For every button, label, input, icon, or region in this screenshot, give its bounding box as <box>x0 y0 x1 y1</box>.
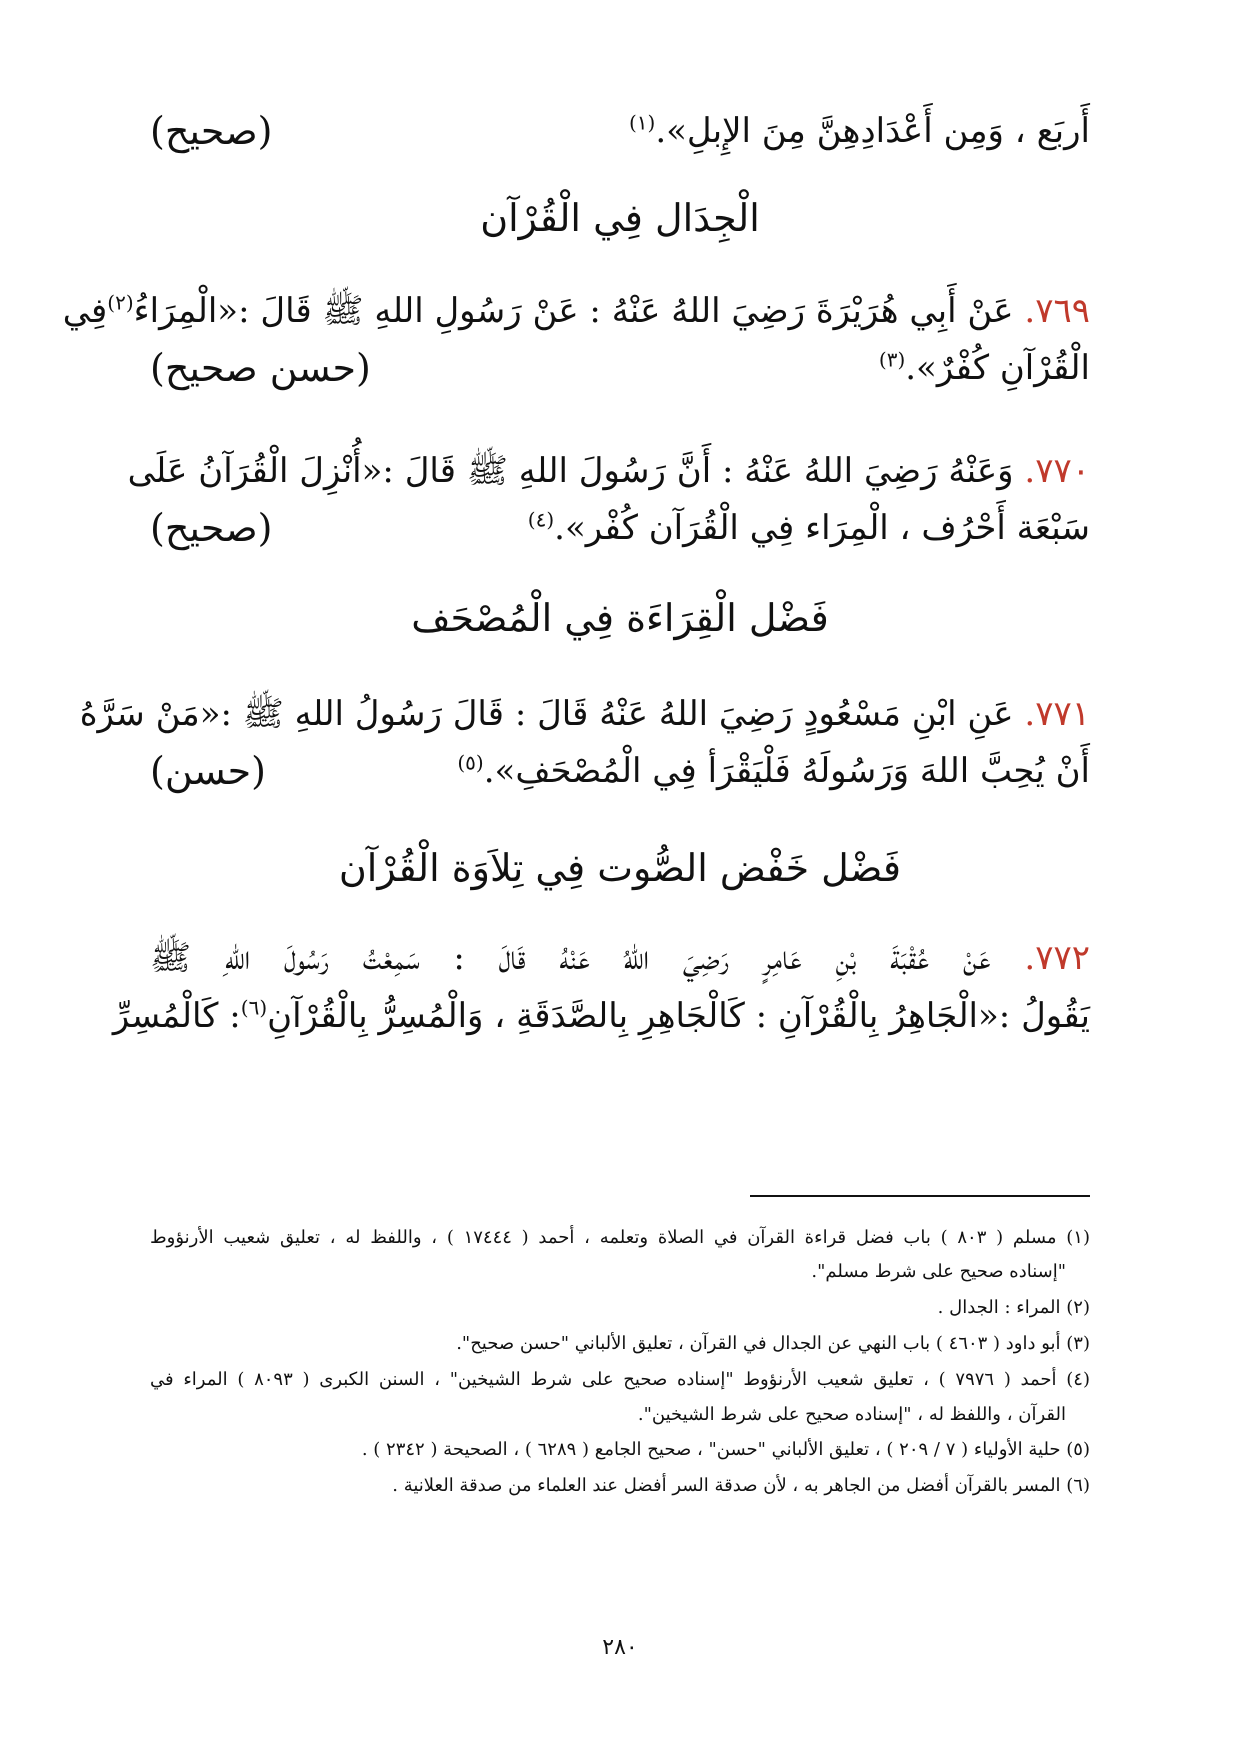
section-heading: فَضْل الْقِرَاءَة فِي الْمُصْحَف <box>411 596 829 640</box>
footnote-text: (٥) حلية الأولياء ( ٧ / ٢٠٩ ) ، تعليق الألباني "حسن" ، صحيح الجامع ( ٦٢٨٩ ) ، الصحيحة ( ٢٣٤٢ ) . <box>361 1439 1090 1460</box>
hadith-text-part: أَنْ يُحِبَّ اللهَ وَرَسُولَهُ فَلْيَقْرَأ فِي الْمُصْحَفِ». <box>483 751 1090 791</box>
hadith-text-part: عَنْ عُقْبَةَ بْنِ عَامِرٍ رَضِيَ اللهُ عَنْهُ قَالَ : سَمِعْتُ رَسُولَ اللهِ ﷺ <box>150 938 991 978</box>
grade-label: (صحيح) <box>150 109 273 153</box>
footnote-ref-4[interactable]: (٤) <box>527 507 555 532</box>
hadith-number: ٧٧١. <box>1024 694 1090 734</box>
footnote-ref-5[interactable]: (٥) <box>457 750 484 775</box>
footnote-text: (٦) المسر بالقرآن أفضل من الجاهر به ، لأن صدقة السر أفضل عند العلماء من صدقة العلانية . <box>392 1475 1090 1496</box>
grade-label: (حسن صحيح) <box>150 346 371 390</box>
hadith-text <box>150 932 1090 984</box>
footnote-text: (٣) أبو داود ( ٤٦٠٣ ) باب النهي عن الجدال في القرآن ، تعليق الألباني "حسن صحيح". <box>456 1333 1090 1354</box>
hadith-text-part: يَقُولُ :«الْجَاهِرُ بِالْقُرْآنِ : كَالْجَاهِرِ بِالصَّدَقَةِ ، وَالْمُسِرُّ بِالْقُرْآنِ <box>267 996 1090 1036</box>
hadith-text-part: سَبْعَة أَحْرُف ، الْمِرَاء فِي الْقُرَآن كُفْر». <box>554 508 1090 548</box>
section-heading: الْجِدَال فِي الْقُرْآن <box>480 196 760 240</box>
hadith-769-line-1 <box>62 285 1090 337</box>
footnote-text: "إسناده صحيح على شرط مسلم". <box>811 1261 1066 1282</box>
hadith-text <box>457 745 1090 797</box>
section-heading: فَضْل خَفْض الصُّوت فِي تِلاَوَة الْقُرْآن <box>338 846 902 890</box>
hadith-text-part: عَنْ أَبِي هُرَيْرَةَ رَضِيَ اللهُ عَنْهُ : عَنْ رَسُولِ اللهِ ﷺ قَالَ :«الْمِرَاءُ <box>133 291 1014 331</box>
hadith-772-line-2 <box>112 990 1090 1042</box>
hadith-text-part: وَعَنْهُ رَضِيَ اللهُ عَنْهُ : أَنَّ رَسُولَ اللهِ ﷺ قَالَ :«أُنْزِلَ الْقُرَآنُ عَلَى <box>127 451 1014 491</box>
footnote-ref-6[interactable]: (٦) <box>240 995 268 1020</box>
footnote-separator <box>750 1195 1090 1197</box>
hadith-text <box>528 502 1090 554</box>
hadith-text <box>79 688 1090 740</box>
footnote-ref-2[interactable]: (٢) <box>107 290 134 315</box>
hadith-number: ٧٧٢. <box>1024 938 1090 978</box>
hadith-769-line-2 <box>150 342 1090 394</box>
hadith-text-part: : كَالْمُسِرِّ <box>112 996 241 1036</box>
hadith-number: ٧٦٩. <box>1024 291 1090 331</box>
footnote-text: (٢) المراء : الجدال . <box>937 1297 1090 1318</box>
grade-label: (حسن) <box>150 749 266 793</box>
hadith-text <box>127 445 1090 497</box>
hadith-771-line-1 <box>79 688 1090 740</box>
hadith-number: ٧٧٠. <box>1024 451 1090 491</box>
continuation-line <box>150 105 1090 157</box>
hadith-text <box>879 342 1090 394</box>
footnote-text: (١) مسلم ( ٨٠٣ ) باب فضل قراءة القرآن في الصلاة وتعلمه ، أحمد ( ١٧٤٤٤ ) ، واللفظ له ، تعليق شعيب الأرنؤوط <box>150 1227 1090 1248</box>
hadith-text <box>112 990 1090 1042</box>
footnote-text: (٤) أحمد ( ٧٩٧٦ ) ، تعليق شعيب الأرنؤوط "إسناده صحيح على شرط الشيخين" ، السنن الكبرى ( ٨٠٩٣ ) المراء في <box>150 1369 1090 1390</box>
hadith-text-part: عَنِ ابْنِ مَسْعُودٍ رَضِيَ اللهُ عَنْهُ قَالَ : قَالَ رَسُولُ اللهِ ﷺ :«مَنْ سَرَّهُ <box>79 694 1014 734</box>
continuation-text <box>629 105 1090 157</box>
hadith-770-line-1 <box>127 445 1090 497</box>
hadith-772-line-1 <box>150 932 1090 984</box>
hadith-771-line-2 <box>150 745 1090 797</box>
hadith-text <box>62 285 1090 337</box>
continuation-line-text: أَربَع ، وَمِن أَعْدَادِهِنَّ مِنَ الإِبلِ». <box>655 111 1090 151</box>
footnote-ref-3[interactable]: (٣) <box>878 347 906 372</box>
hadith-text-part: فِي <box>62 291 108 331</box>
hadith-770-line-2 <box>150 502 1090 554</box>
footnote-text: القرآن ، واللفظ له ، "إسناده صحيح على شرط الشيخين". <box>637 1404 1066 1425</box>
footnote-ref-1[interactable]: (١) <box>628 110 656 135</box>
hadith-text-part: الْقُرْآنِ كُفْرٌ». <box>905 348 1090 388</box>
grade-label: (صحيح) <box>150 506 273 550</box>
page-number: ٢٨٠ <box>602 1635 638 1660</box>
